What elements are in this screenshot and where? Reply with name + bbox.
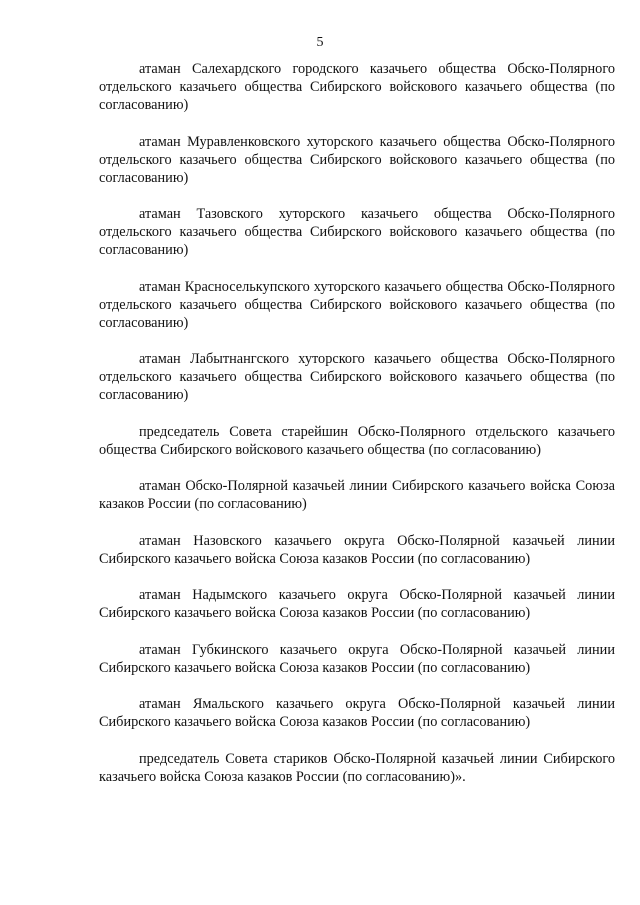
list-item: атаман Муравленковского хуторского казачьего общества Обско-Полярного отдельского казачьего общества Сибирского войскового казачьего общества (по согласованию): [99, 133, 615, 186]
list-item: атаман Обско-Полярной казачьей линии Сибирского казачьего войска Союза казаков России (по согласованию): [99, 478, 615, 512]
list-item: атаман Тазовского хуторского казачьего общества Обско-Полярного отдельского казачьего общества Сибирского войскового казачьего общества (по согласованию): [99, 206, 615, 258]
list-item: атаман Назовского казачьего округа Обско-Полярной казачьей линии Сибирского казачьего войска Союза казаков России (по согласованию): [99, 532, 615, 567]
list-item: атаман Надымского казачьего округа Обско-Полярной казачьей линии Сибирского казачьего войска Союза казаков России (по согласованию): [99, 587, 615, 621]
document-body: [99, 60, 615, 804]
list-item: председатель Совета стариков Обско-Полярной казачьей линии Сибирского казачьего войска Союза казаков России (по согласованию)».: [99, 750, 615, 785]
list-item: атаман Лабытнангского хуторского казачьего общества Обско-Полярного отдельского казачьего общества Сибирского войскового казачьего общества (по согласованию): [99, 351, 615, 403]
list-item: атаман Ямальского казачьего округа Обско-Полярной казачьей линии Сибирского казачьего войска Союза казаков России (по согласованию): [99, 696, 615, 730]
list-item: атаман Красноселькупского хуторского казачьего общества Обско-Полярного отдельского казачьего общества Сибирского войскового казачьего общества (по согласованию): [99, 278, 615, 331]
list-item: атаман Салехардского городского казачьего общества Обско-Полярного отдельского казачьего общества Сибирского войскового казачьего общества (по согласованию): [99, 61, 615, 113]
list-item: атаман Губкинского казачьего округа Обско-Полярной казачьей линии Сибирского казачьего войска Союза казаков России (по согласованию): [99, 641, 615, 676]
list-item: председатель Совета старейшин Обско-Полярного отдельского казачьего общества Сибирского войскового казачьего общества (по согласованию): [99, 423, 615, 458]
page-number: 5: [316, 35, 324, 50]
